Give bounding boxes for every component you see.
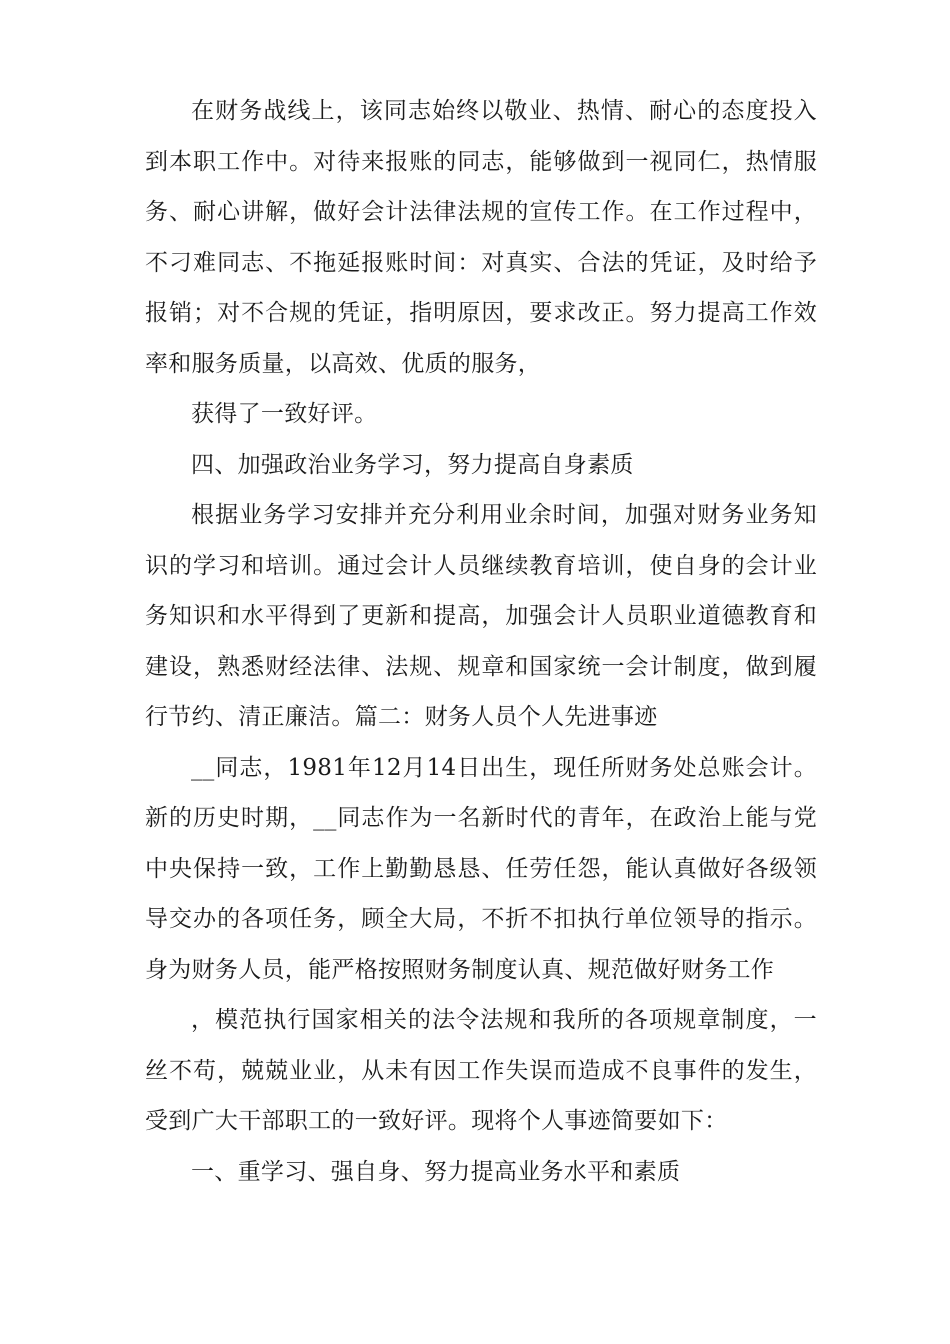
section-heading-4: 四、加强政治业务学习，努力提高自身素质 [191,451,634,478]
paragraph-3: 根据业务学习安排并充分利用业余时间，加强对财务业务知识的学习和培训。通过会计人员继续教育培训，使自身的会计业务知识和水平得到了更新和提高，加强会计人员职业道德教育和建设，熟悉财经法律、法规、规章和国家统一会计制度，做到履行节约、清正廉洁。篇二：财务人员个人先进事迹 [145,502,817,730]
section-heading-1: 一、重学习、强自身、努力提高业务水平和素质 [191,1158,681,1185]
paragraph-1: 在财务战线上，该同志始终以敬业、热情、耐心的态度投入到本职工作中。对待来报账的同志，能够做到一视同仁，热情服务、耐心讲解，做好会计法律法规的宣传工作。在工作过程中，不刁难同志、不拖延报账时间：对真实、合法的凭证，及时给予报销；对不合规的凭证，指明原因，要求改正。努力提高工作效率和服务质量，以高效、优质的服务， [145,98,817,377]
paragraph-5: ，模范执行国家相关的法令法规和我所的各项规章制度，一丝不苟，兢兢业业，从未有因工作失误而造成不良事件的发生，受到广大干部职工的一致好评。现将个人事迹简要如下： [145,1007,817,1134]
paragraph-4: __同志，1981年12月14日出生，现任所财务处总账会计。新的历史时期，__同志作为一名新时代的青年，在政治上能与党中央保持一致，工作上勤勤恳恳、任劳任怨，能认真做好各级领导交办的各项任务，顾全大局，不折不扣执行单位领导的指示。身为财务人员，能严格按照财务制度认真、规范做好财务工作 [145,754,817,983]
paragraph-2: 获得了一致好评。 [191,401,378,427]
document-page [145,86,817,1197]
